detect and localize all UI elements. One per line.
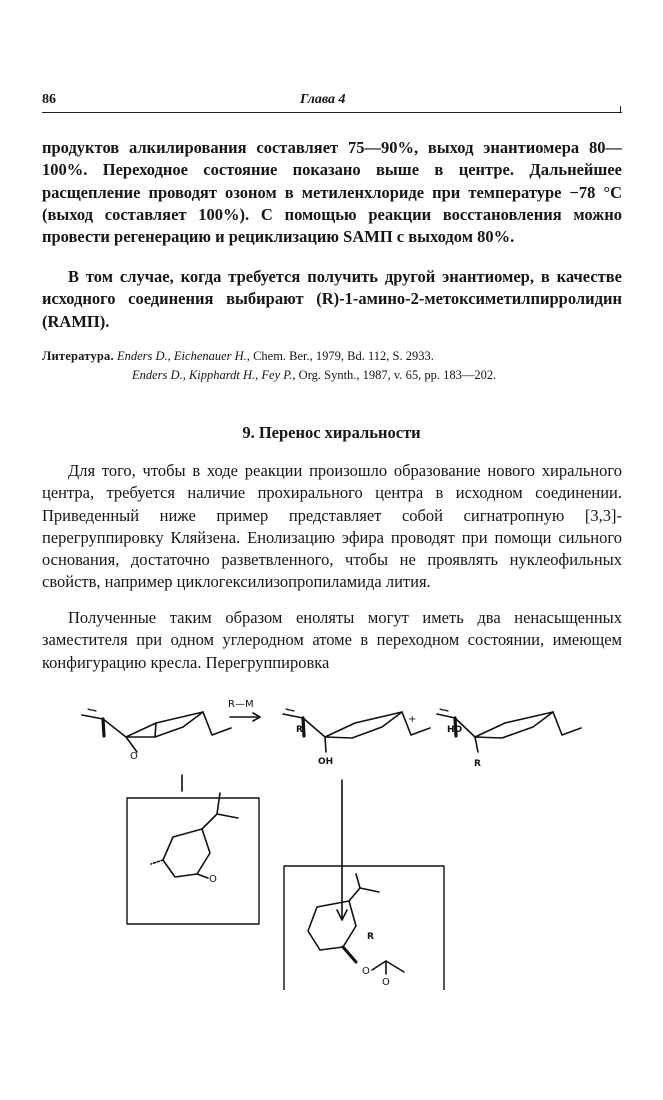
mol1-o-label: O [130, 751, 138, 762]
reference-2-source: Org. Synth., 1987, v. 65, pp. 183—202. [298, 368, 497, 382]
page-number: 86 [42, 92, 56, 107]
running-head: Глава 4 [300, 92, 346, 107]
header-rule-tick [620, 106, 621, 113]
mol3-ho-label: HO [447, 725, 463, 735]
reference-1-authors: Enders D., Eichenauer H., [116, 349, 250, 363]
mol2-oh-label: OH [318, 757, 334, 767]
menthone-structure [151, 793, 238, 878]
section-heading: 9. Перенос хиральности [242, 423, 421, 442]
references [42, 347, 632, 385]
reference-1-source: Chem. Ber., 1979, Bd. 112, S. 2933. [253, 349, 434, 363]
reference-2 [42, 366, 632, 385]
box1-o-label: O [209, 874, 217, 885]
menthone-box [127, 798, 259, 924]
box2-ester-o-label: O [362, 966, 370, 977]
chair-ketone-structure [82, 709, 231, 752]
reagent-label: R—M [228, 699, 254, 710]
reference-2-authors: Enders D., Kipphardt H., Fey P., [132, 368, 296, 382]
ester-structure [308, 874, 404, 974]
header-rule [42, 112, 622, 113]
reference-1 [42, 347, 632, 366]
paragraph-chirality-transfer: Для того, чтобы в ходе реакции произошло образование нового хирального центра, требуется наличие прохирального центра в исходном соединении. Приведенный ниже пример представляет собой сигнатропную [3,3]-перегруппировку Кляйзена. Енолизацию эфира проводят при помощи сильного основания, достаточно разветвленного, чтобы не проявлять нуклеофильных свойств, например циклогексилизопропиламида лития. [42, 461, 622, 592]
paragraph-other-enantiomer: В том случае, когда требуется получить другой энантиомер, в качестве исходного соединения выбирают (R)-1-амино-2-метоксиметилпирролидин (RAMП). [42, 267, 622, 331]
mol3-r-label: R [474, 759, 481, 769]
paragraph-alkylation-yield: продуктов алкилирования составляет 75—90%, выход энантиомера 80—100%. Переходное состояние показано выше в центре. Дальнейшее расщепление проводят озоном в метиленхлориде при температуре −78 °C (выход составляет 100%). С помощью реакции восстановления можно провести регенерацию и рециклизацию SAMП с выходом 80%. [42, 138, 622, 247]
box2-carbonyl-o-label: O [382, 977, 390, 988]
box2-r-label: R [367, 932, 374, 942]
paragraph-enolates: Полученные таким образом еноляты могут иметь два ненасыщенных заместителя при одном углеродном атоме в переходном состоянии, имеющем конфигурацию кресла. Перегруппировка [42, 608, 622, 672]
plus-sign: + [408, 714, 417, 725]
mol2-r-label: R [296, 725, 303, 735]
reaction-scheme [0, 690, 663, 990]
references-label: Литература. [42, 349, 114, 363]
